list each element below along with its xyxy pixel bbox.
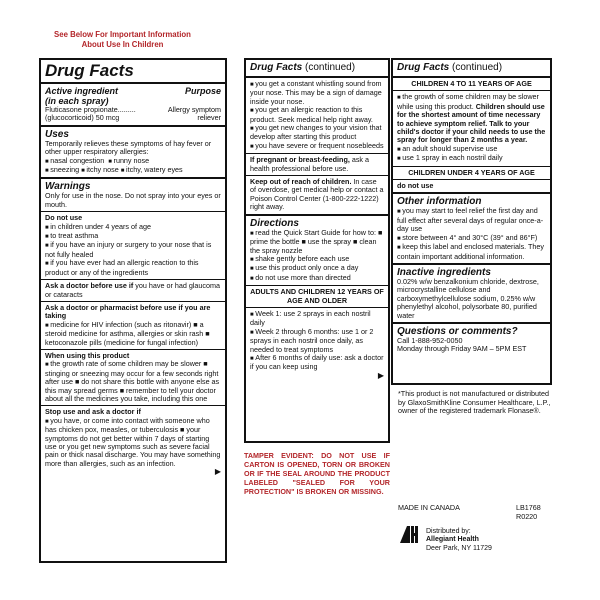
direction-item: ■ read the Quick Start Guide for how to: ■ prime the bottle ■ use the spray ■ clean the spray nozzle — [250, 229, 384, 255]
r-code: R0220 — [516, 512, 538, 521]
trademark-note: *This product is not manufactured or distributed by GlaxoSmithKline Consumer Healthcare, L.P., owner of the registered trademark Flonase®. — [398, 389, 551, 416]
purpose-line-2: reliever — [197, 113, 221, 123]
note-line-1: See Below For Important Information — [54, 30, 191, 39]
pregnancy-heading: If pregnant or breast-feeding, — [250, 155, 350, 165]
adult-dosage-item: ■ Week 2 through 6 months: use 1 or 2 sprays in each nostril once daily, as needed to treat symptoms — [250, 328, 384, 354]
do-not-use-item: ■ if you have an injury or surgery to your nose that is not fully healed — [45, 241, 221, 259]
phone-number: Call 1-888-952-0050 — [397, 335, 463, 345]
other-info-item: ■ you may start to feel relief the first day and full effect after several days of regular once-a-day use — [397, 207, 546, 233]
adults-heading: ADULTS AND CHILDREN 12 YEARS OF AGE AND OLDER — [250, 287, 384, 305]
do-not-use-item: ■ if you have ever had an allergic reaction to this product or any of the ingredients — [45, 259, 221, 277]
distributed-by-label: Distributed by: — [426, 528, 471, 535]
stop-use-item: ■ you get an allergic reaction to this product. Seek medical help right away. — [250, 106, 384, 124]
continue-arrow-icon: ▶ — [377, 370, 384, 380]
use-item-nasal-congestion: ■ nasal congestion — [45, 156, 104, 165]
product-codes — [516, 503, 541, 521]
drug-facts-panel-1 — [39, 58, 227, 563]
children-info-note — [20, 30, 225, 50]
do-not-use-heading: Do not use — [45, 213, 83, 223]
use-item-itchy-nose: ■ itchy nose — [81, 165, 119, 174]
use-item-runny-nose: ■ runny nose — [108, 156, 149, 165]
allegiant-logo-icon — [398, 523, 420, 545]
hours-text: Monday through Friday 9AM – 5PM EST — [397, 344, 527, 354]
ingredient-name: Fluticasone propionate......... — [45, 105, 136, 114]
ingredient-strength: (glucocorticoid) 50 mcg — [45, 113, 120, 123]
stop-use-item: ■ you have severe or frequent nosebleeds — [250, 142, 384, 151]
do-not-use-item: ■ to treat asthma — [45, 232, 221, 241]
lb-code: LB1768 — [516, 503, 541, 512]
uses-heading: Uses — [45, 128, 69, 140]
uses-text: Temporarily relieves these symptoms of hay fever or other upper respiratory allergies: — [45, 138, 212, 157]
adult-supervise-item: ■ an adult should supervise use — [397, 145, 546, 154]
active-ingredient-label: Active ingredient — [45, 86, 119, 96]
do-not-use-item: ■ in children under 4 years of age — [45, 223, 221, 232]
stop-use-heading: Stop use and ask a doctor if — [45, 407, 141, 417]
warnings-heading: Warnings — [45, 181, 91, 193]
under-4-heading: CHILDREN UNDER 4 YEARS OF AGE — [408, 167, 535, 177]
stop-use-item: ■ you get new changes to your vision that develop after starting this product — [250, 124, 384, 142]
when-using-heading: When using this product — [45, 350, 130, 360]
directions-heading: Directions — [250, 217, 299, 229]
ask-pharmacist-text: ■ medicine for HIV infection (such as ritonavir) ■ a steroid medicine for asthma, allergies or skin rash ■ ketoconazole pills (medicine for fungal infection) — [45, 321, 221, 347]
distributor-address: Deer Park, NY 11729 — [426, 544, 492, 552]
direction-item: ■ use this product only once a day — [250, 264, 384, 273]
growth-warning-bold: Children should use for the shortest amount of time necessary to achieve symptom relief. Talk to your child's doctor if your child needs to use the spray for longer than 2 months a year. — [397, 101, 546, 145]
other-info-item: ■ store between 4° and 30°C (39° and 86°F) — [397, 234, 546, 243]
other-info-item: ■ keep this label and enclosed materials. They contain important additional information. — [397, 243, 546, 261]
use-item-itchy-eyes: ■ itchy, watery eyes — [121, 165, 183, 174]
purpose-label: Purpose — [184, 86, 221, 96]
distributor-info — [426, 528, 492, 553]
ask-pharmacist-heading: Ask a doctor or pharmacist before use if you are taking — [45, 302, 211, 321]
continue-arrow-icon: ▶ — [214, 467, 221, 477]
questions-heading: Questions or comments? — [397, 325, 518, 337]
ask-doctor-text: you have or had glaucoma or cataracts — [45, 281, 220, 299]
other-info-heading: Other information — [397, 196, 482, 208]
note-line-2: About Use In Children — [81, 40, 164, 49]
active-ingredient-sub-label: (in each spray) — [45, 96, 109, 106]
keep-out-heading: Keep out of reach of children. — [250, 177, 352, 187]
pregnancy-text: ask a health professional before use. — [250, 155, 370, 173]
stop-use-text: ■ you have, or come into contact with someone who has chicken pox, measles, or tuberculosis ■ your symptoms do not get better within 7 days of starting use or you get new symptoms such as severe facial pain or thick nasal discharge. You may have something more than allergies, such as an infection. — [45, 417, 221, 468]
drug-facts-title: Drug Facts — [250, 62, 303, 73]
continued-label: (continued) — [305, 62, 356, 73]
growth-text: the growth of some children may be slower while using this product. — [397, 92, 539, 111]
drug-facts-panel-3 — [391, 58, 552, 385]
adult-dosage-item: ■ Week 1: use 2 sprays in each nostril daily — [250, 310, 384, 328]
made-in-label: MADE IN CANADA — [398, 503, 460, 512]
direction-item: ■ do not use more than directed — [250, 274, 384, 283]
inactive-ingredients-text: 0.02% w/w benzalkonium chloride, dextrose, microcrystalline cellulose and carboxymethylcellulose sodium, 0.25% w/w phenylethyl alcohol, polysorbate 80, purified water — [397, 276, 539, 320]
drug-facts-title: Drug Facts — [41, 60, 225, 84]
when-using-text: ■ the growth rate of some children may be slower ■ stinging or sneezing may occur for a few seconds right after use ■ do not share this bottle with anyone else as this may spread germs ■ remember to tell your doctor about all the medicines you take, including this one — [45, 360, 221, 403]
warnings-text: Only for use in the nose. Do not spray into your eyes or mouth. — [45, 191, 221, 209]
use-item-sneezing: ■ sneezing — [45, 165, 79, 174]
distributor-name: Allegiant Health — [426, 536, 479, 544]
keep-out-text: In case of overdose, get medical help or contact a Poison Control Center (1-800-222-1222) right away. — [250, 177, 384, 212]
tamper-evident-warning: TAMPER EVIDENT: DO NOT USE IF CARTON IS OPENED, TORN OR BROKEN OR IF THE SEAL AROUND THE PRODUCT LABELED "SEALED FOR YOUR PROTECTION" IS BROKEN OR MISSING. — [244, 451, 390, 496]
ask-doctor-heading: Ask a doctor before use if — [45, 281, 134, 291]
drug-facts-title: Drug Facts — [397, 62, 450, 73]
one-spray-item: ■ use 1 spray in each nostril daily — [397, 154, 546, 163]
continued-label: (continued) — [452, 62, 503, 73]
children-4-11-heading: CHILDREN 4 TO 11 YEARS OF AGE — [411, 79, 532, 88]
stop-use-item: ■ you get a constant whistling sound from your nose. This may be a sign of damage inside your nose. — [250, 80, 384, 106]
drug-facts-panel-2 — [244, 58, 390, 443]
direction-item: ■ shake gently before each use — [250, 255, 384, 264]
adult-dosage-item: ■ After 6 months of daily use: ask a doctor if you can keep using — [250, 354, 384, 372]
purpose-line-1: Allergy symptom — [167, 105, 221, 114]
inactive-ingredients-heading: Inactive ingredients — [397, 266, 491, 278]
under-4-text: do not use — [397, 181, 434, 191]
